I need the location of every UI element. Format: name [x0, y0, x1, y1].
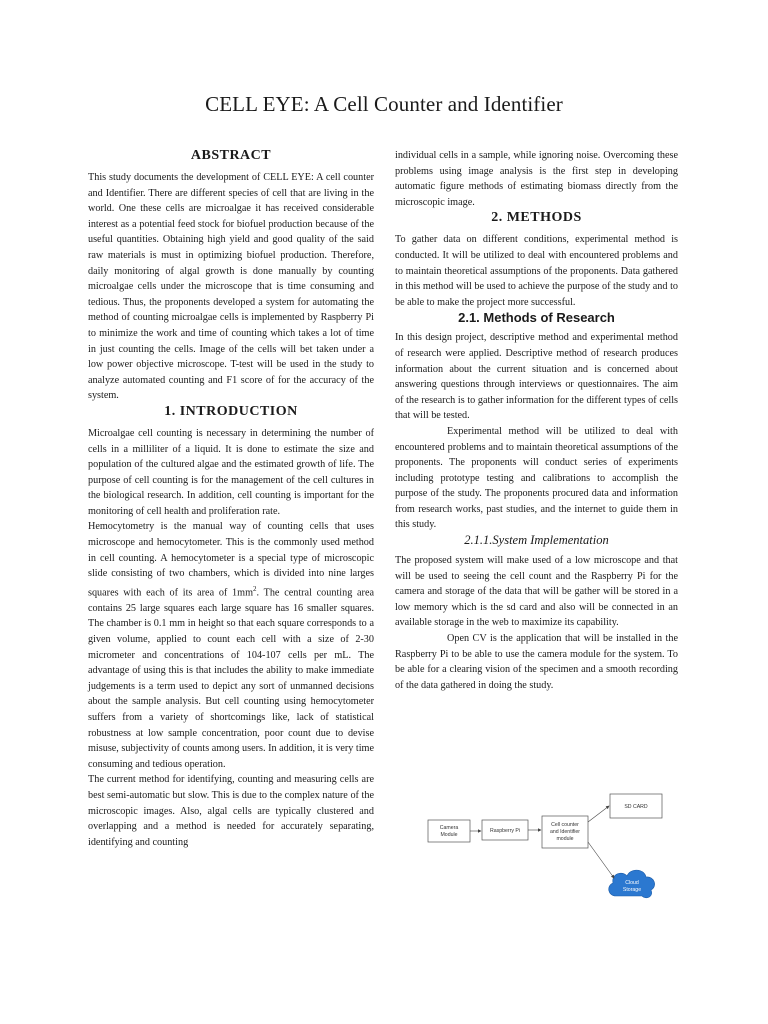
- block-diagram-svg: [410, 770, 672, 920]
- intro-continuation: individual cells in a sample, while ignoring noise. Overcoming these problems using image analysis is the first step in developing automatic figure methods of estimating biomass directly from the microscopic image.: [395, 150, 678, 208]
- intro-p2-superscript: 2: [253, 584, 257, 593]
- raspberry-pi-label: Raspberry Pi: [490, 828, 520, 834]
- introduction-heading: 1. INTRODUCTION: [164, 403, 298, 419]
- system-block-diagram: [410, 770, 672, 920]
- arrow-counter-to-cloud: [588, 842, 614, 878]
- methods-heading: 2. METHODS: [491, 210, 582, 226]
- abstract-heading: ABSTRACT: [190, 148, 272, 163]
- camera-module-box: [428, 820, 470, 842]
- intro-p2-text-a: Hemocytometry is the manual way of counting cells that uses microscope and hemocytometer. This is the commonly used method in cell counting. A hemocytometer is a special type of microscopic slide consisting of two chambers, which is divided into nine larges squares with each of its area of 1mm: [88, 521, 374, 599]
- arrow-counter-to-sd: [588, 806, 609, 822]
- intro-paragraph-3: The current method for identifying, counting and measuring cells are best semi-automatic but slow. This is due to the complex nature of the microscopic images. Also, algal cells are typically clustered and overlapping and a method is needed for accurately separating, identifying and counting: [88, 774, 374, 848]
- methods-text: To gather data on different conditions, experimental method is conducted. It will be utilized to deal with encountered problems and to maintain theoretical assumptions of the proponents. Data gathered in this method will be used to achieve the purpose of the study and to be able to make the project more successful.: [395, 234, 678, 308]
- mor-paragraph-2: Experimental method will be utilized to deal with encountered problems and to maintain theoretical assumptions of the proponents. The proponents will conduct series of experiments including prototype testing and calibrations to accomplish the purpose of the study. The proponents procured data and information from research works, past studies, and the internet to guide them in this study.: [395, 425, 678, 531]
- cell-counter-label-2: and Identifier: [550, 829, 580, 835]
- cloud-storage-label-1: Cloud: [625, 880, 639, 886]
- cell-counter-label-3: module: [556, 836, 574, 842]
- paper-title: CELL EYE: A Cell Counter and Identifier: [205, 92, 563, 116]
- system-implementation-heading: 2.1.1.System Implementation: [464, 533, 609, 548]
- sys-paragraph-1: The proposed system will make used of a low microscope and that will be used to seeing the cell count and the Raspberry Pi for the camera and storage of the data that will be gather will be stored in a low memory which is the sd card and also will be connected in an available storage in the web to maximize its capability.: [395, 555, 678, 629]
- left-column: [88, 148, 374, 850]
- intro-paragraph-2: [88, 519, 374, 772]
- cloud-storage-label-2: Storage: [622, 887, 642, 893]
- abstract-text: This study documents the development of CELL EYE: A cell counter and Identifier. There are different species of cell that are living in the world. One these cells are microalgae it has received considerable interest as a potential feed stock for biofuel production because of the useful quantities. Obtaining high yield and good quality of the said raw materials is must in optimizing biofuel production. Therefore, daily monitoring of algal growth is done manually by counting microalgae cells under the microscope that is time consuming and tedious. Thus, the proponents developed a system for automating the method of counting microalgae cells is implemented by Raspberry Pi to minimize the work and time of counting which takes a lot of time in just counting the cells. Image of the cells will bet taken under a low power objective microscope. T-test will be used in the study to analyze automated counting and F1 score of for the accuracy of the system.: [88, 172, 374, 402]
- intro-p2-text-b: . The central counting area contains 25 large squares each large square has 16 smaller squares. The chamber is 0.1 mm in height so that each square corresponds to a given volume, applied to count each cell with a size of 2-30 micrometer and concentrations of 104-107 cells per mL. The advantage of using this is that includes the ability to make immediate judgements is a term used to depict any sort of unmanned decisions about the sample analysis. But cell counting using hemocytometer suffers from a variety of shortcomings like, lack of statistical robustness at low sample concentration, poor count due to devise misuse, subjectivity of counts among users. In addition, it is very time consuming and tedious operation.: [88, 587, 374, 770]
- sys-paragraph-2: Open CV is the application that will be installed in the Raspberry Pi to be able to use the camera module for the system. To be able for a clearing vision of the specimen and a smooth recording of the data gathered in doing the study.: [395, 633, 678, 691]
- intro-paragraph-1: Microalgae cell counting is necessary in determining the number of cells in a milliliter of a liquid. It is done to estimate the size and population of the cultured algae and the estimated growth of life. The purpose of cell counting is for the management of the cell cultures in the biological research. In addition, cell counting is important for the monitoring of cell health and proliferation rate.: [88, 427, 374, 517]
- methods-of-research-heading: 2.1. Methods of Research: [458, 310, 615, 326]
- sd-card-label: SD CARD: [624, 804, 648, 810]
- cell-counter-label-1: Cell counter: [551, 822, 579, 828]
- camera-module-label-2: Module: [440, 832, 458, 838]
- right-column: [395, 148, 678, 693]
- camera-module-label-1: Camera: [439, 825, 459, 831]
- mor-paragraph-1: In this design project, descriptive method and experimental method of research were applied. Descriptive method of research produces information about the current situation and is concerned about answering questions through interviews or questionnaires. The aim of the research is to gather information for the different types of cells that will be tested.: [395, 332, 678, 422]
